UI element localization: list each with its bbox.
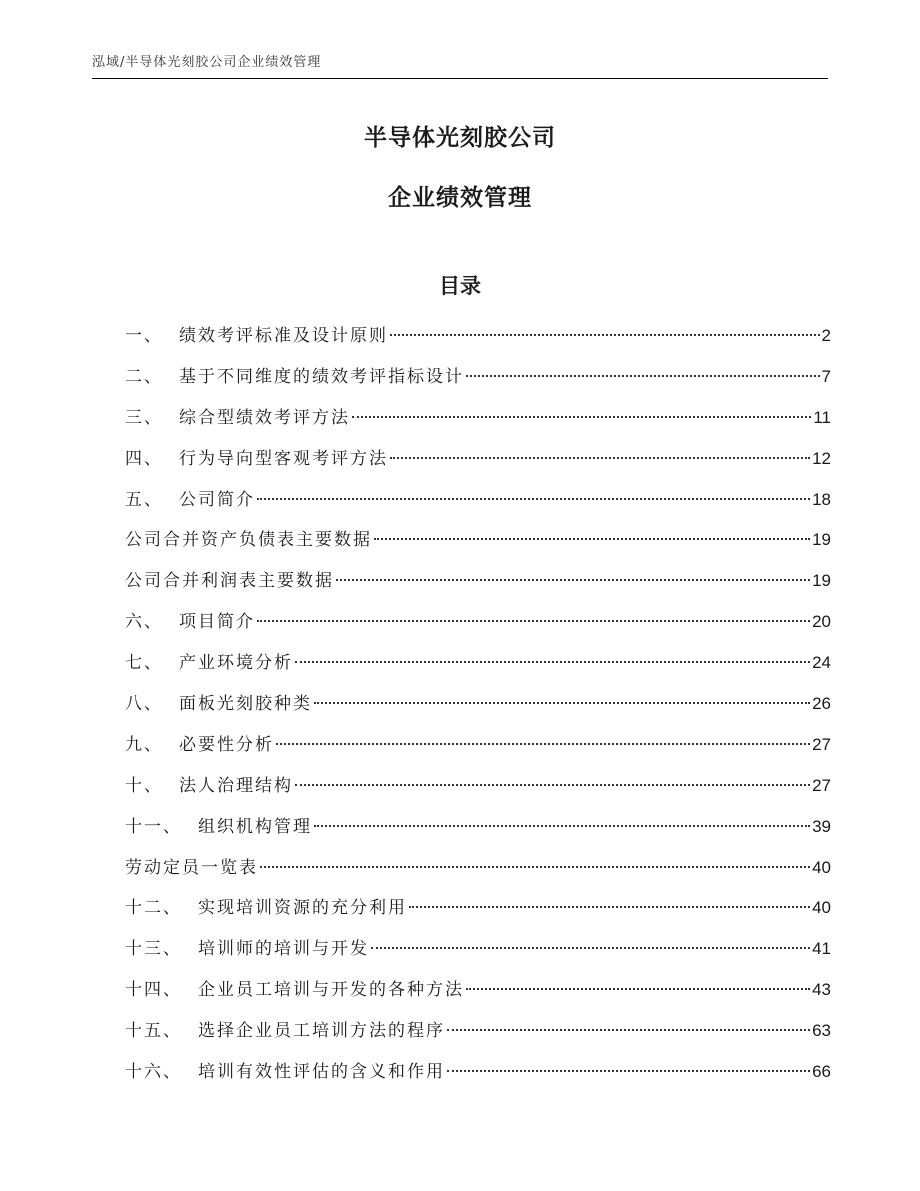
toc-entry-page: 19	[812, 571, 831, 591]
toc-entry-page: 7	[821, 366, 831, 386]
toc-entry[interactable]	[125, 566, 831, 607]
toc-entry-number: 一、	[125, 326, 163, 346]
toc-entry[interactable]	[125, 444, 831, 485]
toc-entry-text: 项目简介	[179, 612, 255, 633]
toc-entry-text: 公司简介	[179, 489, 255, 510]
toc-entry-label	[125, 444, 388, 474]
toc-entry-label	[125, 1016, 445, 1046]
toc-entry-text: 面板光刻胶种类	[179, 694, 312, 715]
toc-entry-text: 产业环境分析	[179, 653, 293, 674]
toc-dot-leader	[257, 620, 810, 622]
toc-entry-text: 必要性分析	[179, 734, 274, 755]
toc-dot-leader	[374, 538, 810, 540]
toc-entry-label	[125, 648, 293, 678]
toc-entry[interactable]	[125, 525, 831, 566]
toc-entry-number: 二、	[125, 366, 163, 387]
toc-entry-label	[125, 934, 369, 964]
toc-heading: 目录	[439, 274, 481, 298]
toc-entry[interactable]	[125, 934, 831, 975]
toc-entry[interactable]	[125, 975, 831, 1016]
toc-entry-page: 20	[812, 612, 831, 632]
toc-entry-page: 39	[812, 816, 831, 836]
toc-entry-text: 组织机构管理	[198, 816, 312, 837]
toc-entry-page: 41	[812, 939, 831, 959]
toc-dot-leader	[336, 579, 810, 581]
toc-dot-leader	[390, 457, 810, 459]
toc-dot-leader	[409, 906, 810, 908]
toc-entry-text: 劳动定员一览表	[125, 857, 258, 878]
toc-entry-page: 26	[812, 694, 831, 714]
toc-entry[interactable]	[125, 730, 831, 771]
toc-dot-leader	[276, 743, 810, 745]
toc-entry-label	[125, 525, 372, 555]
toc-dot-leader	[295, 784, 810, 786]
toc-entry-number: 五、	[125, 489, 163, 510]
document-title-line2: 企业绩效管理	[388, 185, 532, 211]
toc-dot-leader	[371, 947, 810, 949]
toc-entry-label	[125, 689, 312, 719]
toc-entry-label	[125, 362, 464, 392]
toc-entry-label	[125, 566, 334, 596]
toc-entry[interactable]	[125, 1016, 831, 1057]
toc-dot-leader	[260, 866, 810, 868]
toc-entry[interactable]	[125, 893, 831, 934]
table-of-contents	[125, 321, 831, 1098]
toc-entry-text: 绩效考评标准及设计原则	[179, 326, 388, 346]
toc-dot-leader	[257, 498, 810, 500]
toc-entry-page: 66	[812, 1062, 831, 1082]
toc-entry-number: 十三、	[125, 939, 182, 960]
toc-entry-page: 2	[821, 326, 831, 345]
toc-entry-page: 19	[812, 530, 831, 550]
running-header: 泓域/半导体光刻胶公司企业绩效管理	[92, 55, 322, 70]
toc-dot-leader	[466, 375, 820, 377]
toc-dot-leader	[447, 1070, 810, 1072]
toc-entry-label	[125, 893, 407, 923]
toc-entry-text: 企业员工培训与开发的各种方法	[198, 980, 464, 1001]
toc-entry-text: 行为导向型客观考评方法	[179, 448, 388, 469]
toc-entry-page: 18	[812, 489, 831, 509]
toc-entry-label	[125, 730, 274, 760]
toc-entry-label	[125, 853, 258, 883]
toc-dot-leader	[314, 825, 810, 827]
toc-entry-number: 四、	[125, 448, 163, 469]
toc-entry-text: 实现培训资源的充分利用	[198, 898, 407, 919]
toc-entry-label	[125, 771, 293, 801]
toc-entry-number: 八、	[125, 694, 163, 715]
toc-entry[interactable]	[125, 403, 831, 444]
toc-entry-number: 三、	[125, 407, 163, 428]
toc-entry-page: 40	[812, 857, 831, 877]
toc-entry[interactable]	[125, 648, 831, 689]
toc-entry-label	[125, 975, 464, 1005]
toc-entry[interactable]	[125, 321, 831, 362]
toc-entry-label	[125, 1057, 445, 1087]
toc-entry-number: 十六、	[125, 1062, 182, 1083]
toc-dot-leader	[295, 661, 810, 663]
toc-entry-page: 27	[812, 734, 831, 754]
toc-entry-page: 40	[812, 898, 831, 918]
toc-dot-leader	[314, 702, 810, 704]
toc-entry-text: 基于不同维度的绩效考评指标设计	[179, 366, 464, 387]
toc-entry-page: 63	[812, 1021, 831, 1041]
toc-dot-leader	[447, 1029, 810, 1031]
toc-entry-label	[125, 812, 312, 842]
toc-entry[interactable]	[125, 771, 831, 812]
toc-dot-leader	[466, 988, 810, 990]
toc-entry-text: 公司合并资产负债表主要数据	[125, 530, 372, 551]
toc-entry-label	[125, 321, 388, 351]
toc-entry-page: 12	[812, 448, 831, 468]
toc-entry-text: 选择企业员工培训方法的程序	[198, 1021, 445, 1042]
toc-entry[interactable]	[125, 812, 831, 853]
toc-entry[interactable]	[125, 1057, 831, 1098]
toc-entry-number: 十、	[125, 775, 163, 796]
toc-dot-leader	[390, 334, 820, 336]
toc-entry-text: 培训师的培训与开发	[198, 939, 369, 960]
toc-entry-number: 十一、	[125, 816, 182, 837]
toc-entry-number: 十四、	[125, 980, 182, 1001]
header-rule	[92, 78, 828, 79]
toc-dot-leader	[352, 416, 811, 418]
toc-entry[interactable]	[125, 362, 831, 403]
toc-entry-number: 六、	[125, 612, 163, 633]
toc-entry[interactable]	[125, 853, 831, 894]
toc-entry[interactable]	[125, 485, 831, 526]
document-title-line1: 半导体光刻胶公司	[364, 125, 556, 151]
toc-entry-number: 七、	[125, 653, 163, 674]
toc-entry-number: 十五、	[125, 1021, 182, 1042]
toc-entry[interactable]	[125, 689, 831, 730]
toc-entry-label	[125, 485, 255, 515]
toc-entry-label	[125, 403, 350, 433]
toc-entry-number: 十二、	[125, 898, 182, 919]
toc-entry-text: 综合型绩效考评方法	[179, 407, 350, 428]
toc-entry-page: 11	[813, 407, 831, 427]
toc-entry-number: 九、	[125, 734, 163, 755]
toc-entry-text: 法人治理结构	[179, 775, 293, 796]
toc-entry-page: 27	[812, 775, 831, 795]
toc-entry-page: 24	[812, 653, 831, 673]
toc-entry-text: 公司合并利润表主要数据	[125, 571, 334, 592]
toc-entry-label	[125, 607, 255, 637]
toc-entry-text: 培训有效性评估的含义和作用	[198, 1062, 445, 1083]
toc-entry-page: 43	[812, 980, 831, 1000]
toc-entry[interactable]	[125, 607, 831, 648]
